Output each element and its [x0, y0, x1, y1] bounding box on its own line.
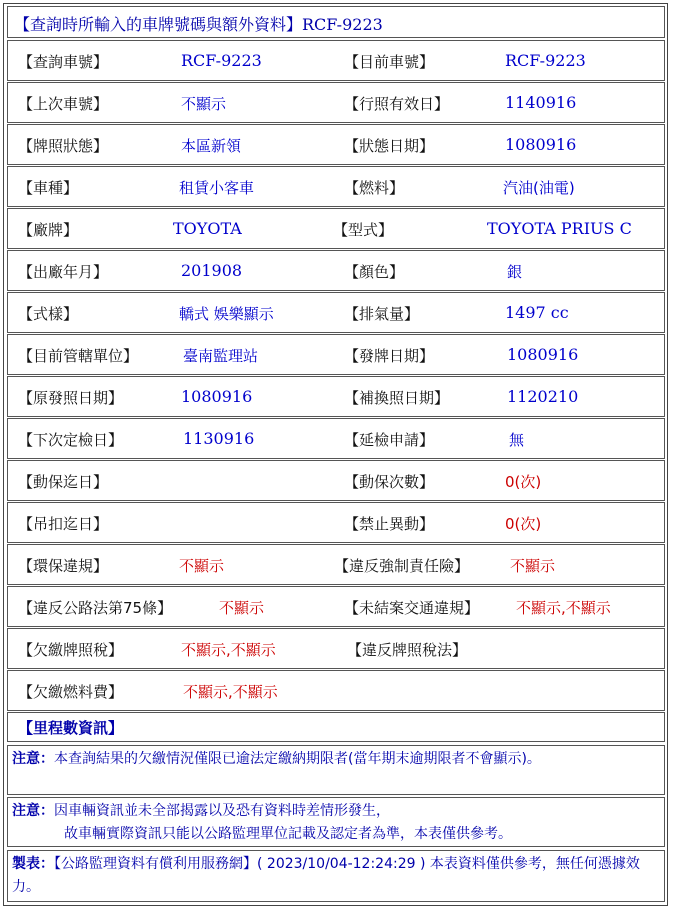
field-label: 【違反公路法第75條】: [18, 599, 173, 617]
field-label: 【發牌日期】: [344, 347, 435, 365]
field-value: 不顯示: [510, 557, 556, 575]
query-title: 【查詢時所輸入的車牌號碼與額外資料】RCF-9223: [14, 15, 383, 34]
info-row: [7, 124, 665, 165]
info-row: [7, 544, 665, 585]
info-row: [7, 334, 665, 375]
field-value: TOYOTA PRIUS C: [487, 219, 632, 238]
info-row: [7, 628, 665, 669]
field-label: 【目前管轄單位】: [18, 347, 139, 365]
field-value: 不顯示,不顯示: [516, 599, 611, 617]
note-line-2: 故車輛實際資訊只能以公路監理單位記載及認定者為準，本表僅供參考。: [64, 826, 512, 842]
field-label: 【顏色】: [344, 263, 405, 281]
info-row: [7, 166, 665, 207]
field-value: 租賃小客車: [179, 179, 255, 197]
field-label: 【型式】: [333, 221, 394, 239]
note-text: 【公路監理資料有償利用服務網】( 2023/10/04-12:24:29 ) 本表資料僅供參考，無任何憑據效力。: [12, 856, 640, 895]
field-value: RCF-9223: [505, 51, 586, 70]
query-title-bar: [7, 6, 665, 38]
field-label: 【違反強制責任險】: [334, 557, 470, 575]
field-label: 【牌照狀態】: [18, 137, 109, 155]
note-produced-by: [7, 850, 665, 902]
note-text: 本查詢結果的欠繳情況僅限已逾法定繳納期限者(當年期末逾期限者不會顯示)。: [54, 751, 541, 767]
info-row: [7, 376, 665, 417]
field-label: 【車種】: [18, 179, 79, 197]
field-label: 【燃料】: [344, 179, 405, 197]
field-value: 1120210: [507, 387, 579, 406]
field-value: 無: [509, 431, 525, 449]
field-value: 1130916: [183, 429, 255, 448]
info-row: [7, 208, 665, 249]
field-label: 【狀態日期】: [344, 137, 435, 155]
info-row: [7, 40, 665, 81]
field-value: 不顯示,不顯示: [183, 683, 278, 701]
field-label: 【欠繳燃料費】: [18, 683, 124, 701]
field-value: 不顯示: [181, 95, 227, 113]
field-label: 【延檢申請】: [344, 431, 435, 449]
field-value: 汽油(油電): [503, 179, 575, 197]
note-overdue: [7, 745, 665, 795]
field-value: 201908: [181, 261, 243, 280]
field-value: 銀: [507, 263, 523, 281]
note-label: 注意：: [12, 803, 54, 819]
field-label: 【出廠年月】: [18, 263, 109, 281]
info-row: [7, 82, 665, 123]
field-label: 【欠繳牌照稅】: [18, 641, 124, 659]
field-label: 【吊扣迄日】: [18, 515, 109, 533]
field-value: TOYOTA: [173, 219, 242, 238]
mileage-section: [7, 712, 665, 742]
field-value: 臺南監理站: [183, 347, 259, 365]
field-value: 不顯示: [179, 557, 225, 575]
field-label: 【上次車號】: [18, 95, 109, 113]
field-label: 【行照有效日】: [344, 95, 450, 113]
field-value: 0(次): [505, 515, 542, 533]
field-label: 【排氣量】: [344, 305, 420, 323]
field-label: 【查詢車號】: [18, 53, 109, 71]
note-line-1: 因車輛資訊並未全部揭露以及恐有資料時差情形發生，: [54, 803, 390, 819]
field-value: 1080916: [505, 135, 577, 154]
field-value: 0(次): [505, 473, 542, 491]
field-label: 【原發照日期】: [18, 389, 124, 407]
field-value: 不顯示: [219, 599, 265, 617]
field-value: 1497 cc: [505, 303, 569, 322]
info-row: [7, 670, 665, 711]
field-label: 【下次定檢日】: [18, 431, 124, 449]
info-row: [7, 418, 665, 459]
info-row: [7, 250, 665, 291]
field-label: 【未結案交通違規】: [344, 599, 480, 617]
info-row: [7, 502, 665, 543]
field-label: 【廠牌】: [18, 221, 79, 239]
field-label: 【式樣】: [18, 305, 79, 323]
info-row: [7, 292, 665, 333]
field-label: 【目前車號】: [344, 53, 435, 71]
field-value: RCF-9223: [181, 51, 262, 70]
field-label: 【禁止異動】: [344, 515, 435, 533]
field-label: 【環保違規】: [18, 557, 109, 575]
note-label: 製表：: [12, 856, 54, 872]
field-value: 本區新領: [181, 137, 242, 155]
field-label: 【違反牌照稅法】: [347, 641, 468, 659]
field-label: 【補換照日期】: [344, 389, 450, 407]
field-value: 1080916: [181, 387, 253, 406]
field-value: 轎式 娛樂顯示: [179, 305, 274, 323]
field-label: 【動保次數】: [344, 473, 435, 491]
info-row: [7, 586, 665, 627]
field-label: 【動保迄日】: [18, 473, 109, 491]
mileage-title: 【里程數資訊】: [18, 719, 124, 737]
note-label: 注意：: [12, 751, 54, 767]
field-value: 不顯示,不顯示: [181, 641, 276, 659]
info-row: [7, 460, 665, 501]
field-value: 1140916: [505, 93, 577, 112]
note-disclaimer: [7, 797, 665, 847]
field-value: 1080916: [507, 345, 579, 364]
